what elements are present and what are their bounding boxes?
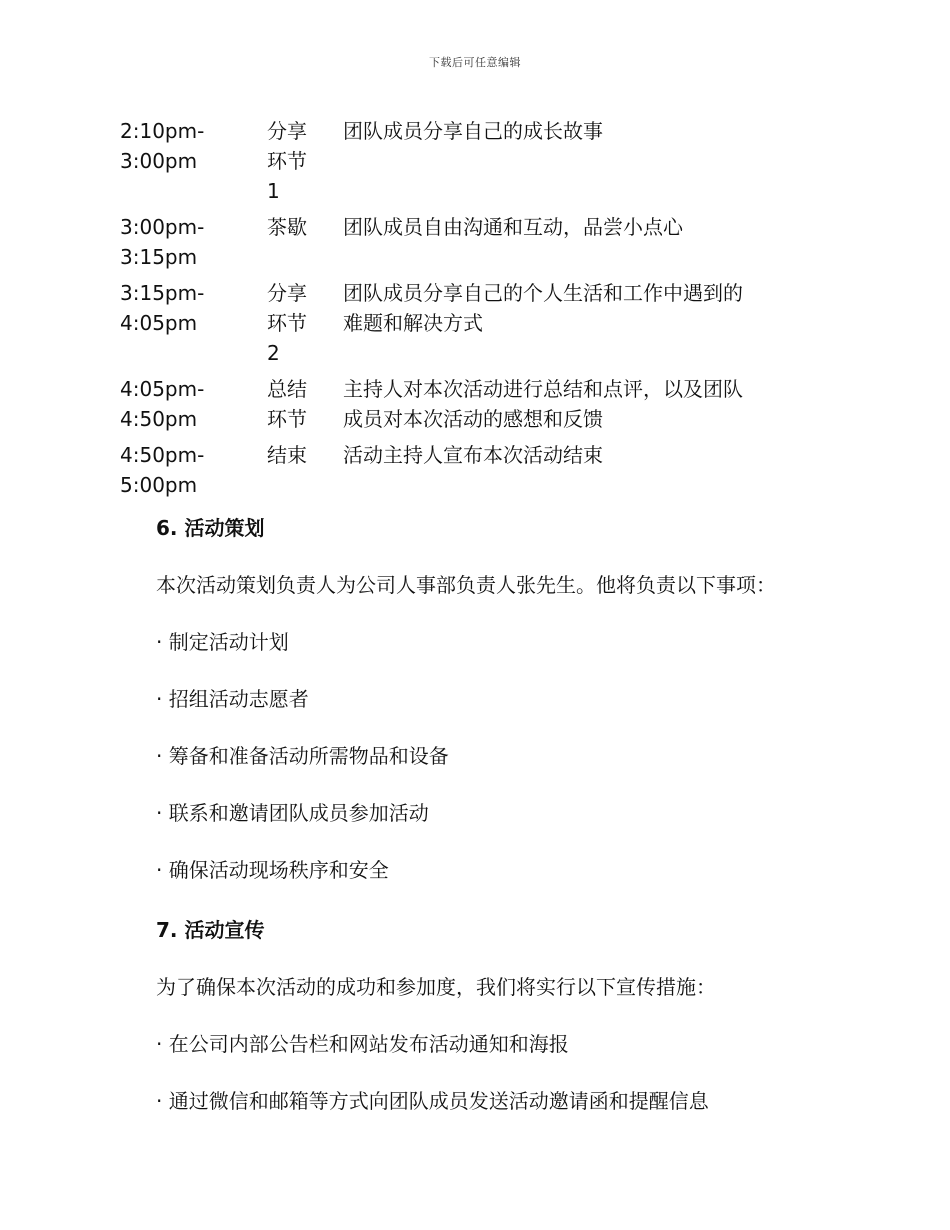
schedule-description: 主持人对本次活动进行总结和点评，以及团队成员对本次活动的感想和反馈 [343,377,743,431]
schedule-description: 团队成员分享自己的个人生活和工作中遇到的难题和解决方式 [343,281,743,335]
schedule-stage: 分享环节2 [267,281,307,365]
schedule-row [120,278,760,368]
section-activity-promotion [156,916,856,1115]
schedule-time: 4:50pm-5:00pm [120,443,205,497]
section-intro: 为了确保本次活动的成功和参加度，我们将实行以下宣传措施： [156,975,716,999]
page-header-note: 下载后可任意编辑 [429,56,521,69]
schedule-row [120,374,760,434]
bullet-item: · 招组活动志愿者 [156,687,309,711]
section-activity-planning [156,514,856,884]
bullet-item: · 确保活动现场秩序和安全 [156,858,389,882]
schedule-table [120,116,760,506]
bullet-item: · 通过微信和邮箱等方式向团队成员发送活动邀请函和提醒信息 [156,1089,709,1113]
schedule-stage: 结束 [267,443,307,467]
bullet-item: · 制定活动计划 [156,630,289,654]
section-intro: 本次活动策划负责人为公司人事部负责人张先生。他将负责以下事项： [156,573,776,597]
schedule-row [120,116,760,206]
schedule-time: 4:05pm-4:50pm [120,377,205,431]
section-heading: 7. 活动宣传 [156,918,265,942]
bullet-item: · 筹备和准备活动所需物品和设备 [156,744,449,768]
schedule-description: 活动主持人宣布本次活动结束 [343,443,603,467]
schedule-row [120,212,760,272]
schedule-time: 3:00pm-3:15pm [120,215,205,269]
schedule-description: 团队成员自由沟通和互动，品尝小点心 [343,215,683,239]
bullet-item: · 联系和邀请团队成员参加活动 [156,801,429,825]
schedule-row [120,440,760,500]
schedule-stage: 茶歇 [267,215,307,239]
schedule-stage: 总结环节 [267,377,307,431]
schedule-description: 团队成员分享自己的成长故事 [343,119,603,143]
schedule-time: 3:15pm-4:05pm [120,281,205,335]
bullet-item: · 在公司内部公告栏和网站发布活动通知和海报 [156,1032,569,1056]
schedule-time: 2:10pm-3:00pm [120,119,205,173]
section-heading: 6. 活动策划 [156,516,265,540]
schedule-stage: 分享环节1 [267,119,307,203]
